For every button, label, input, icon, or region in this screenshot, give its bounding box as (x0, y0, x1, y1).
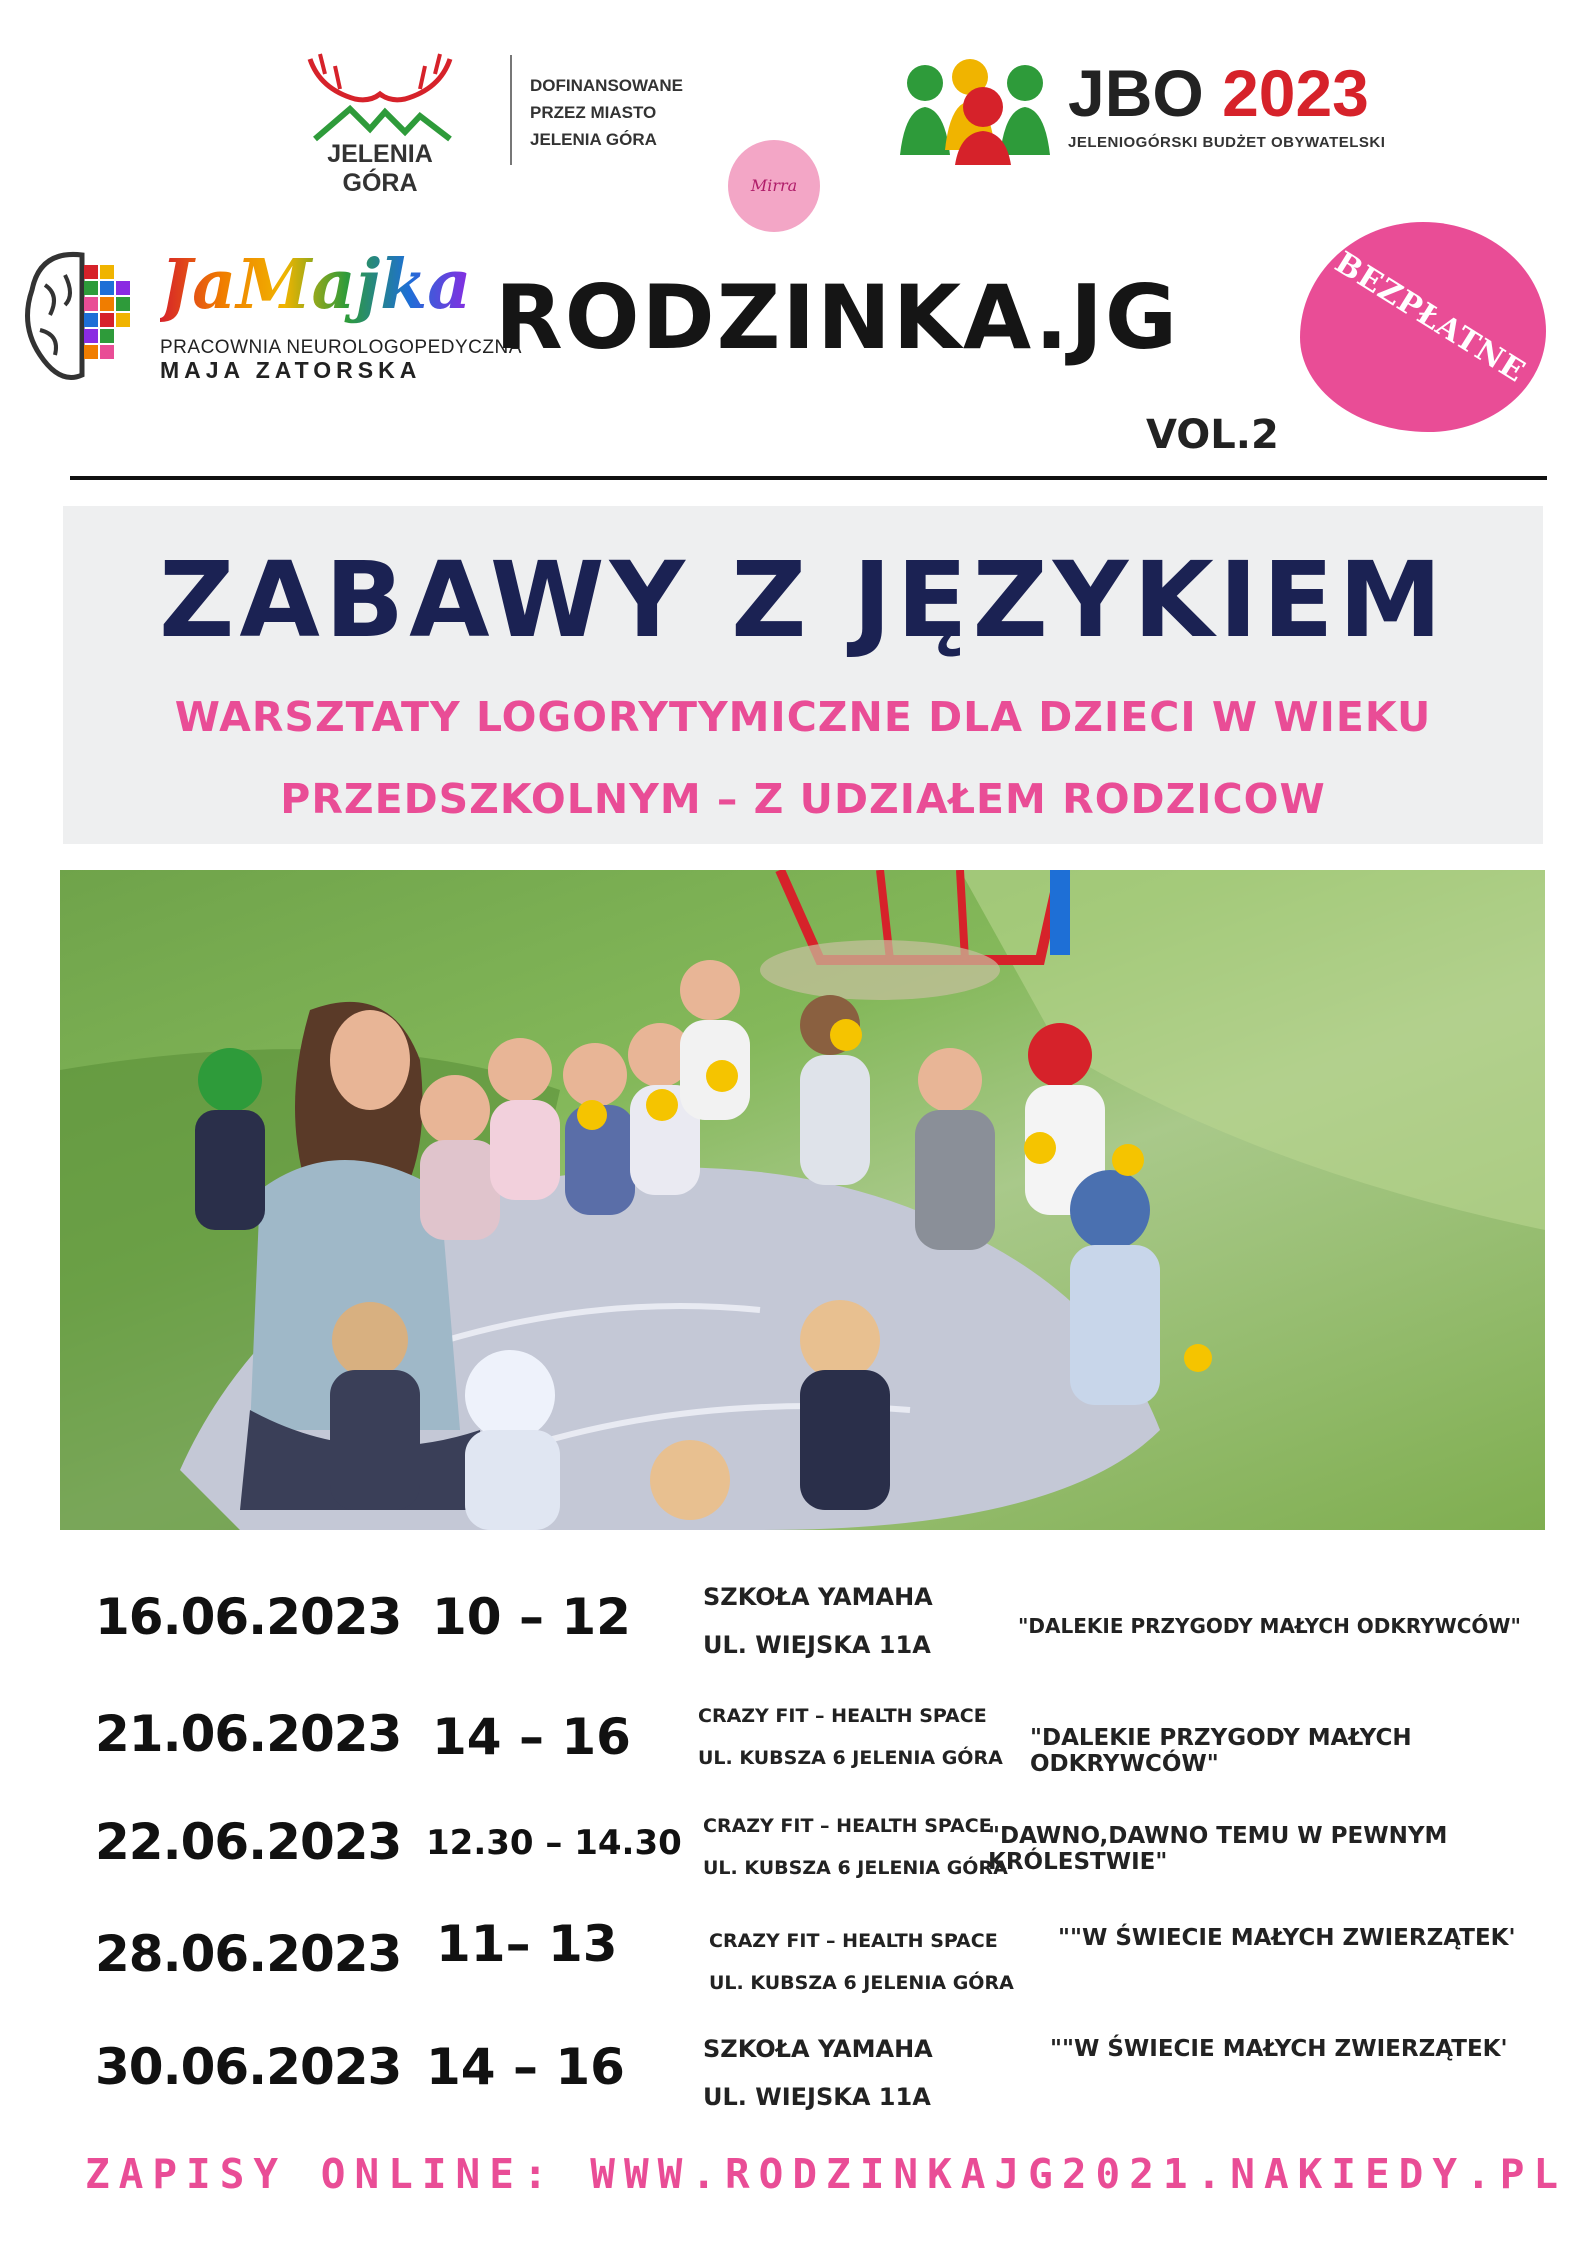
schedule-row (0, 2030, 1587, 2140)
jamajka-subtitle-1: PRACOWNIA NEUROLOGOPEDYCZNA (160, 337, 522, 358)
schedule-time: 14 – 16 (426, 2038, 625, 2096)
schedule-date: 21.06.2023 (95, 1705, 402, 1763)
jbo-title-b: 2023 (1222, 56, 1369, 130)
place-line-2: UL. KUBSZA 6 JELENIA GÓRA (709, 1972, 1014, 1994)
subtitle-line-2: PRZEDSZKOLNYM – Z UDZIAŁEM RODZICOW (280, 775, 1326, 823)
schedule-place (703, 2025, 933, 2121)
schedule-row (0, 1915, 1587, 2025)
brand-name: RODZINKA.JG (495, 266, 1180, 369)
jbo-title-a: JBO (1068, 56, 1204, 130)
cofunding-line: PRZEZ MIASTO (530, 103, 657, 122)
schedule-date: 30.06.2023 (95, 2038, 402, 2096)
place-line-2: UL. WIEJSKA 11A (703, 1631, 931, 1659)
cofunding-text (530, 72, 683, 153)
photo-illustration (60, 870, 1545, 1530)
schedule-place (703, 1805, 1008, 1889)
place-line-1: CRAZY FIT – HEALTH SPACE (698, 1705, 987, 1727)
free-badge-label: BEZPŁATNE (1328, 245, 1532, 390)
schedule-title: "DAWNO,DAWNO TEMU W PEWNYM KRÓLESTWIE" (988, 1823, 1448, 1875)
schedule-title: ""W ŚWIECIE MAŁYCH ZWIERZĄTEK' (1058, 1925, 1516, 1951)
jbo-title (1068, 58, 1369, 128)
schedule-date: 22.06.2023 (95, 1813, 402, 1871)
place-line-2: UL. KUBSZA 6 JELENIA GÓRA (698, 1747, 1003, 1769)
schedule-title: "DALEKIE PRZYGODY MAŁYCH ODKRYWCÓW" (1018, 1614, 1521, 1638)
logo-separator (510, 55, 512, 165)
schedule-title: "DALEKIE PRZYGODY MAŁYCH ODKRYWCÓW" (1030, 1725, 1412, 1777)
schedule-date: 16.06.2023 (95, 1588, 402, 1646)
jbo-subtitle: JELENIOGÓRSKI BUDŻET OBYWATELSKI (1068, 134, 1386, 151)
schedule-row (0, 1700, 1587, 1810)
place-line-1: CRAZY FIT – HEALTH SPACE (703, 1815, 992, 1837)
jbo-people-icon (895, 55, 1065, 165)
jamajka-subtitle-2: MAJA ZATORSKA (160, 357, 422, 383)
divider-line (70, 476, 1547, 480)
cofunding-line: JELENIA GÓRA (530, 130, 657, 149)
place-line-1: CRAZY FIT – HEALTH SPACE (709, 1930, 998, 1952)
schedule-title: ""W ŚWIECIE MAŁYCH ZWIERZĄTEK' (1050, 2036, 1508, 2062)
subtitle-line-1: WARSZTATY LOGORYTYMICZNE DLA DZIECI W WIEKU (174, 693, 1432, 741)
brand-volume: VOL.2 (1146, 412, 1279, 458)
schedule-row (0, 1583, 1587, 1693)
place-line-2: UL. KUBSZA 6 JELENIA GÓRA (703, 1857, 1008, 1879)
workshop-photo (60, 870, 1545, 1530)
schedule-date: 28.06.2023 (95, 1925, 402, 1983)
cofunding-line: DOFINANSOWANE (530, 76, 683, 95)
schedule-place (698, 1695, 1003, 1779)
place-line-2: UL. WIEJSKA 11A (703, 2083, 931, 2111)
schedule-time: 14 – 16 (432, 1708, 631, 1766)
schedule-place (709, 1920, 1014, 2004)
schedule-time: 11– 13 (436, 1915, 618, 1973)
jamajka-name-text: JaMajka (160, 245, 472, 325)
place-line-1: SZKOŁA YAMAHA (703, 1583, 933, 1611)
signup-link[interactable]: ZAPISY ONLINE: WWW.RODZINKAJG2021.NAKIEDY.PL (85, 2150, 1568, 2198)
jelenia-gora-name: JELENIA GÓRA (327, 140, 433, 197)
schedule-row (0, 1805, 1587, 1915)
jamajka-logo-name (160, 245, 471, 325)
brain-icon (20, 245, 145, 390)
schedule-time: 12.30 – 14.30 (426, 1823, 682, 1863)
mirra-logo: Mirra (728, 140, 820, 232)
schedule-place (703, 1573, 933, 1669)
page-title: ZABAWY Z JĘZYKIEM (158, 539, 1448, 661)
place-line-1: SZKOŁA YAMAHA (703, 2035, 933, 2063)
schedule-time: 10 – 12 (432, 1588, 631, 1646)
